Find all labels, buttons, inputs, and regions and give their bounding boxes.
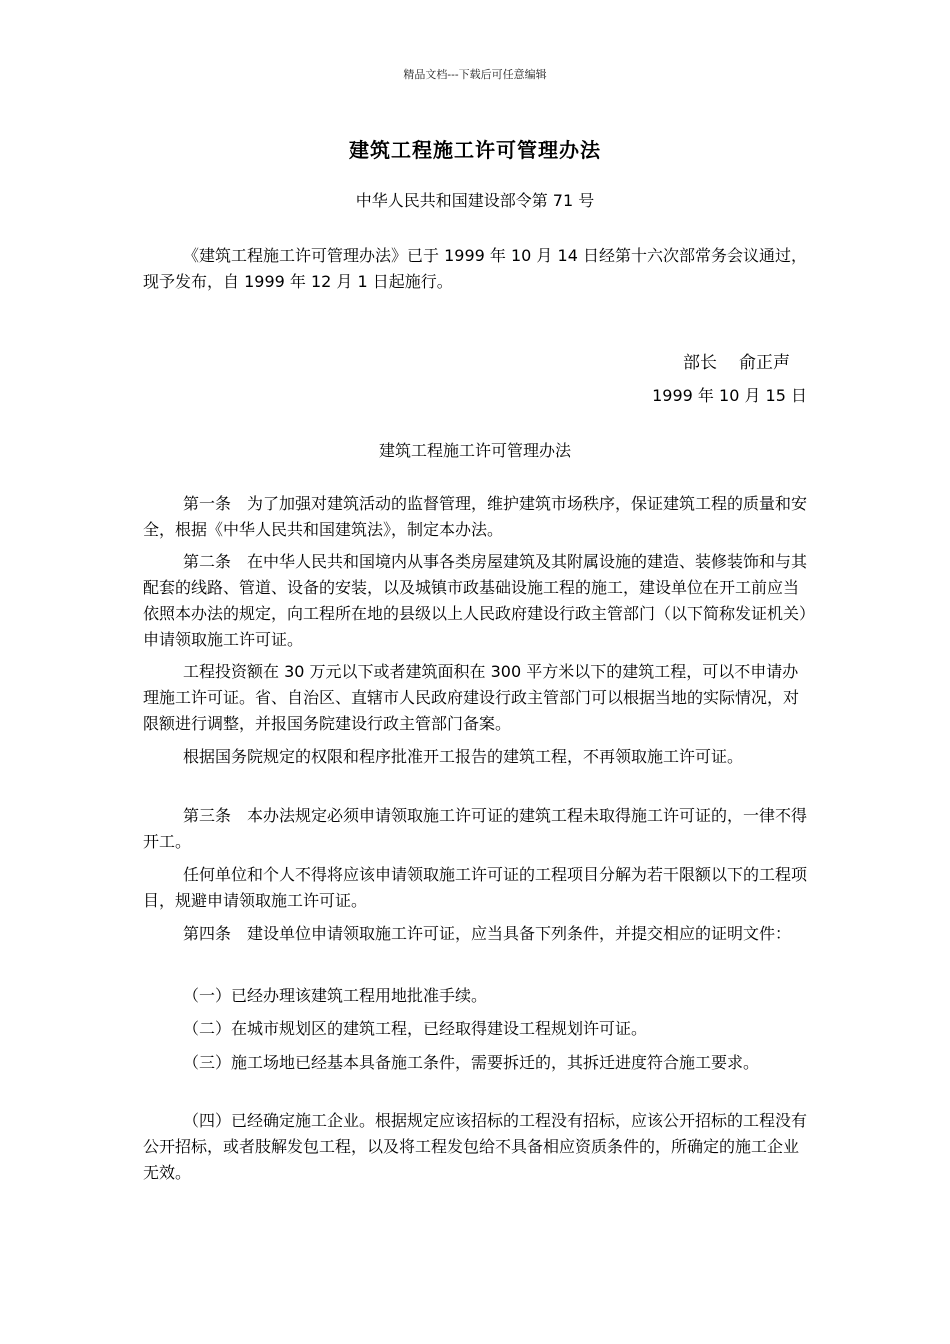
signature-line	[683, 348, 790, 373]
condition-4: （四）已经确定施工企业。根据规定应该招标的工程没有招标，应该公开招标的工程没有公开招标，或者肢解发包工程，以及将工程发包给不具备相应资质条件的，所确定的施工企业无效。	[143, 1111, 808, 1182]
document-title: 建筑工程施工许可管理办法	[349, 138, 601, 162]
article-1: 第一条 为了加强对建筑活动的监督管理，维护建筑市场秩序，保证建筑工程的质量和安全，根据《中华人民共和国建筑法》，制定本办法。	[143, 494, 808, 539]
signature-date: 1999 年 10 月 15 日	[652, 386, 807, 405]
decree-number: 中华人民共和国建设部令第 71 号	[355, 191, 595, 210]
signature-role: 部长	[683, 353, 717, 373]
article-3-para-2: 任何单位和个人不得将应该申请领取施工许可证的工程项目分解为若干限额以下的工程项目，规避申请领取施工许可证。	[143, 865, 808, 910]
section-title: 建筑工程施工许可管理办法	[378, 441, 571, 460]
condition-1: （一）已经办理该建筑工程用地批准手续。	[183, 986, 488, 1005]
header-note: 精品文档---下载后可任意编辑	[403, 68, 547, 81]
signature-name: 俞正声	[739, 353, 790, 373]
article-3: 第三条 本办法规定必须申请领取施工许可证的建筑工程未取得施工许可证的，一律不得开工。	[143, 806, 808, 851]
intro-paragraph: 《建筑工程施工许可管理办法》已于 1999 年 10 月 14 日经第十六次部常务会议通过，现予发布，自 1999 年 12 月 1 日起施行。	[143, 246, 807, 291]
condition-3: （三）施工场地已经基本具备施工条件，需要拆迁的，其拆迁进度符合施工要求。	[183, 1053, 760, 1072]
article-2: 第二条 在中华人民共和国境内从事各类房屋建筑及其附属设施的建造、装修装饰和与其配套的线路、管道、设备的安装，以及城镇市政基础设施工程的施工，建设单位在开工前应当依照本办法的规定，向工程所在地的县级以上人民政府建设行政主管部门（以下简称发证机关）申请领取施工许可证。	[143, 552, 808, 649]
article-2-para-3: 根据国务院规定的权限和程序批准开工报告的建筑工程，不再领取施工许可证。	[183, 747, 744, 766]
article-4: 第四条 建设单位申请领取施工许可证，应当具备下列条件，并提交相应的证明文件：	[183, 924, 792, 943]
condition-2: （二）在城市规划区的建筑工程，已经取得建设工程规划许可证。	[183, 1019, 648, 1038]
article-2-para-2: 工程投资额在 30 万元以下或者建筑面积在 300 平方米以下的建筑工程，可以不申请办理施工许可证。省、自治区、直辖市人民政府建设行政主管部门可以根据当地的实际情况，对限额进行调整，并报国务院建设行政主管部门备案。	[143, 662, 800, 733]
